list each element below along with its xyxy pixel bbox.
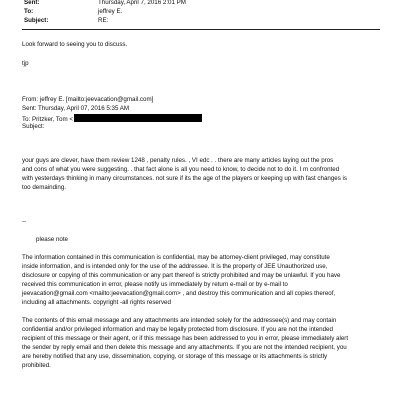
reply-message: Look forward to seeing you to discuss. xyxy=(22,41,128,48)
to-row xyxy=(24,7,380,16)
forwarded-sent: Sent: Thursday, April 07, 2016 5:35 AM xyxy=(22,105,130,112)
to-label: To: xyxy=(24,8,34,15)
sent-row xyxy=(24,0,380,7)
subject-row xyxy=(24,16,380,25)
redaction-bar xyxy=(74,114,202,122)
forwarded-subject: Subject: xyxy=(22,123,45,130)
to-value: jeffrey E. xyxy=(98,8,123,15)
please-note: please note xyxy=(36,236,68,243)
notice2-line-1: The contents of this email message and any attachments are intended solely for the addressee(s) and may contain xyxy=(22,317,337,324)
notice2-line-3: recipient of this message or their agent, or if this message has been addressed to you in error, please immediately alert xyxy=(22,335,349,342)
notice1-line-1: The information contained in this communication is confidential, may be attorney-client privileged, may constitute xyxy=(22,254,330,261)
notice2-line-5: are hereby notified that any use, dissemination, copying, or storage of this message or its attachments is strictly xyxy=(22,353,328,360)
forwarded-from: From: jeffrey E. [mailto:jeevacation@gmail.com] xyxy=(22,96,154,103)
notice1-line-3: disclosure or copying of this communication or any part thereof is strictly prohibited and may be unlawful. If you have xyxy=(22,272,341,279)
body-line-2: and cons of what you were suggesting. . that fact alone is all you need to know, to decide not to do it. I m confronted xyxy=(22,166,340,173)
subject-value: RE: xyxy=(98,17,109,24)
notice1-line-4: received this communication in error, please notify us immediately by return e-mail or by e-mail to xyxy=(22,281,288,288)
forwarded-to-text: To: Pritzker, Tom < xyxy=(22,116,73,123)
sent-label: Sent: xyxy=(24,0,40,6)
sent-value: Thursday, April 7, 2016 2:01 PM xyxy=(98,0,186,6)
notice1-line-5: jeevacation@gmail.com <mailto:jeevacation@gmail.com> , and destroy this communication and all copies thereof, xyxy=(22,290,336,297)
reply-signature: tjp xyxy=(22,60,29,67)
body-line-1: your guys are clever, have them review 1248 , penalty rules. , VI edc . . there are many articles laying out the pros xyxy=(22,157,334,164)
subject-label: Subject: xyxy=(24,17,49,24)
notice2-line-6: prohibited. xyxy=(22,362,51,369)
notice1-line-6: including all attachments. copyright -all rights reserved xyxy=(22,299,171,306)
header-divider xyxy=(22,29,380,30)
body-line-3: with yesterdays thinking in many circumstances. not sure if its the age of the players or keeping up with fast changes is xyxy=(22,175,348,182)
notice1-line-2: inside information, and is intended only for the use of the addressee. It is the property of JEE Unauthorized use, xyxy=(22,263,328,270)
notice2-line-2: confidential and/or privileged information and may be legally protected from disclosure. If you are not the intended xyxy=(22,326,333,333)
signature-dashes: -- xyxy=(22,218,27,225)
body-line-4: too demainding. xyxy=(22,184,67,191)
notice2-line-4: the sender by reply email and then delete this message and any attachments. If you are not the intended recipient, you xyxy=(22,344,347,351)
